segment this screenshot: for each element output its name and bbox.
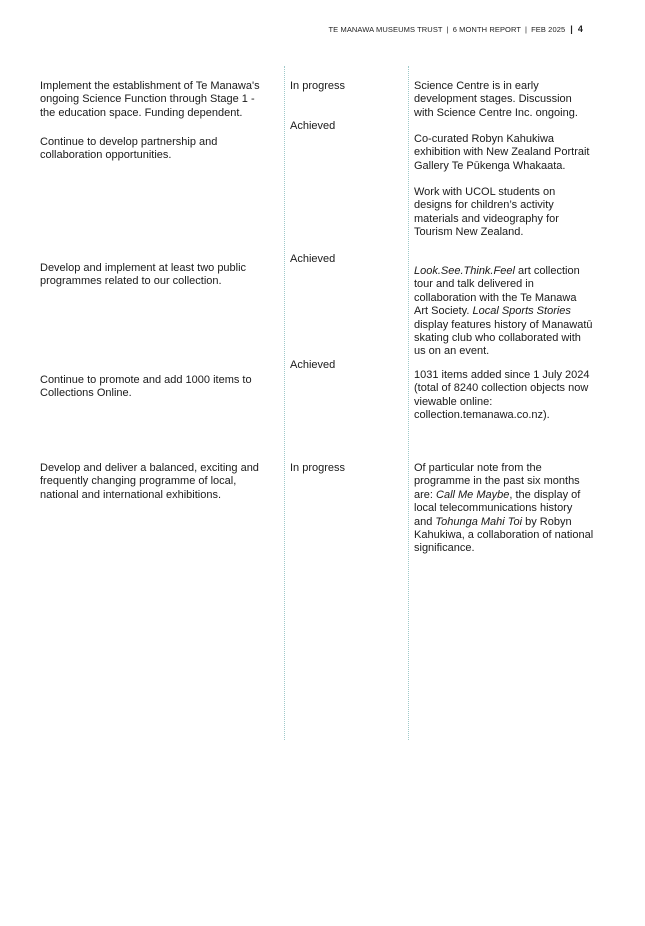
- text-line: Kahukiwa, a collaboration of national: [414, 529, 594, 542]
- text-line: display features history of Manawatū: [414, 318, 593, 331]
- page-number: 4: [577, 24, 583, 34]
- comment-1: [414, 80, 578, 120]
- text-fragment: are:: [414, 488, 437, 501]
- text-line: development stages. Discussion: [414, 93, 572, 106]
- comment-5: [414, 462, 593, 556]
- text-line: with Science Centre Inc. ongoing.: [414, 106, 578, 119]
- status-text: Achieved: [290, 359, 336, 371]
- text-line: programme in the past six months: [414, 475, 580, 488]
- objective-3: [40, 262, 246, 289]
- text-line: [414, 305, 593, 318]
- text-line: Collections Online.: [40, 387, 132, 400]
- text-line: Gallery Te Pūkenga Whakaata.: [414, 159, 566, 172]
- text-line: exhibition with New Zealand Portrait: [414, 146, 590, 159]
- header-org: TE MANAWA MUSEUMS TRUST: [328, 24, 443, 34]
- status-text: In progress: [290, 462, 346, 474]
- text-line: national and international exhibitions.: [40, 488, 222, 501]
- text-line: the education space. Funding dependent.: [40, 106, 243, 119]
- text-line: ongoing Science Function through Stage 1 -: [40, 93, 255, 106]
- status-3: [290, 253, 335, 266]
- italic-title: Call Me Maybe: [436, 488, 510, 501]
- header-report: 6 MONTH REPORT: [452, 24, 522, 34]
- text-line: collaboration opportunities.: [40, 149, 172, 162]
- text-fragment: by Robyn: [522, 515, 572, 528]
- comment-3: [414, 265, 593, 359]
- text-line: collaboration with the Te Manawa: [414, 291, 577, 304]
- text-line: significance.: [414, 542, 475, 555]
- text-fragment: , the display of: [509, 488, 581, 501]
- text-line: collection.temanawa.co.nz).: [414, 409, 550, 422]
- text-line: Co-curated Robyn Kahukiwa: [414, 133, 555, 145]
- text-line: frequently changing programme of local,: [40, 475, 237, 488]
- text-line: Tourism New Zealand.: [414, 226, 524, 239]
- text-line: skating club who collaborated with: [414, 332, 581, 345]
- text-line: tour and talk delivered in: [414, 278, 534, 291]
- text-line: designs for children’s activity: [414, 199, 554, 212]
- text-line: materials and videography for: [414, 212, 559, 225]
- text-line: [414, 516, 593, 529]
- comment-2b: [414, 186, 559, 240]
- text-line: Continue to develop partnership and: [40, 136, 218, 148]
- italic-title: Look.See.Think.Feel: [414, 265, 515, 277]
- italic-title: Tohunga Mahi Toi: [435, 515, 523, 528]
- status-5: [290, 462, 345, 475]
- text-line: Work with UCOL students on: [414, 186, 556, 198]
- text-fragment: art collection: [514, 265, 580, 277]
- text-line: local telecommunications history: [414, 502, 573, 515]
- comment-4: [414, 369, 590, 423]
- text-fragment: Art Society.: [414, 305, 473, 318]
- status-2: [290, 120, 335, 133]
- status-text: Achieved: [290, 253, 336, 265]
- comment-2a: [414, 133, 589, 173]
- status-4: [290, 359, 335, 372]
- text-fragment: and: [414, 515, 436, 528]
- text-line: 1031 items added since 1 July 2024: [414, 369, 590, 381]
- header-separator: |: [525, 24, 528, 34]
- objective-5: [40, 462, 259, 502]
- text-line: (total of 8240 collection objects now: [414, 382, 589, 395]
- column-divider-1: [284, 66, 285, 740]
- column-divider-2: [408, 66, 409, 740]
- page-header: [329, 24, 584, 34]
- header-separator: |: [446, 24, 449, 34]
- status-1: [290, 80, 345, 93]
- italic-title: Local Sports Stories: [472, 305, 571, 318]
- text-line: Develop and implement at least two public: [40, 262, 247, 274]
- objective-1: [40, 80, 260, 120]
- text-line: [414, 265, 593, 278]
- text-line: Implement the establishment of Te Manawa's: [40, 80, 260, 92]
- header-divider: |: [570, 24, 573, 34]
- header-date: FEB 2025: [531, 24, 566, 34]
- text-line: programmes related to our collection.: [40, 275, 222, 288]
- objective-4: [40, 374, 252, 401]
- text-line: [414, 489, 593, 502]
- text-line: us on an event.: [414, 345, 490, 358]
- text-line: Continue to promote and add 1000 items to: [40, 374, 252, 386]
- text-line: viewable online:: [414, 395, 493, 408]
- status-text: In progress: [290, 80, 346, 92]
- status-text: Achieved: [290, 120, 336, 132]
- text-line: Develop and deliver a balanced, exciting and: [40, 462, 259, 474]
- text-line: Science Centre is in early: [414, 80, 539, 92]
- text-line: Of particular note from the: [414, 462, 542, 474]
- objective-2: [40, 136, 217, 163]
